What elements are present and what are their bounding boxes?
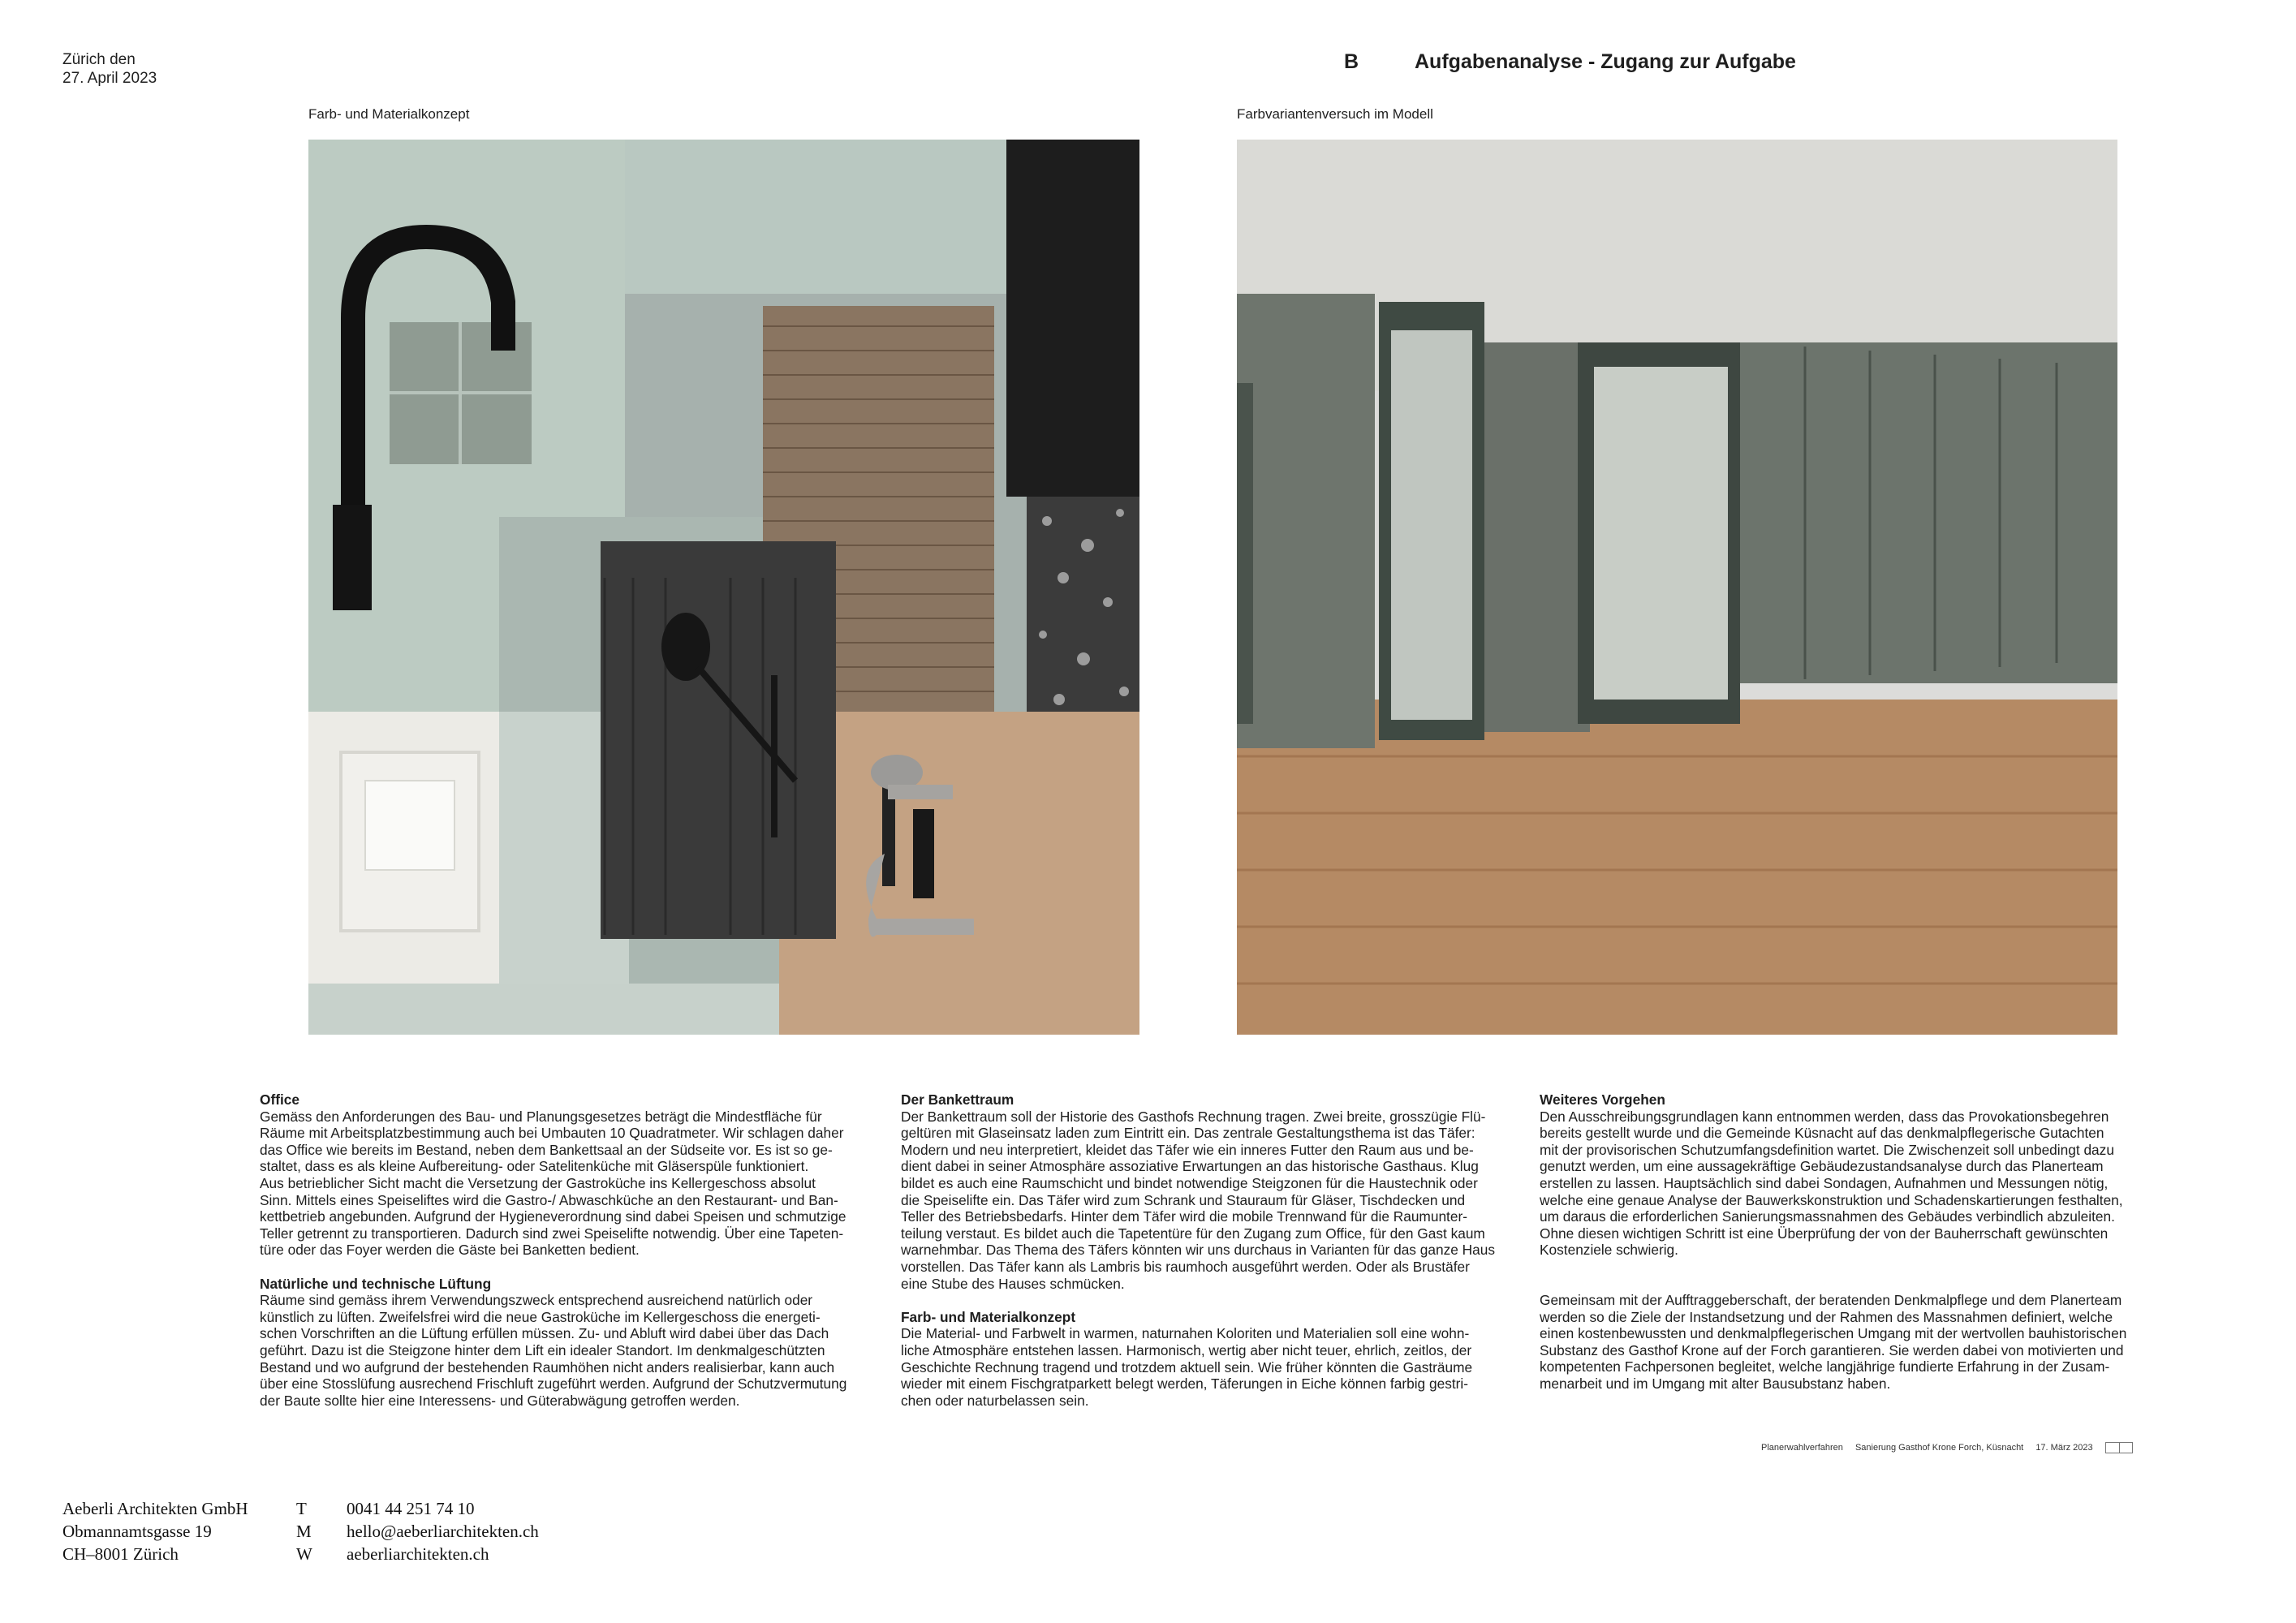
page-marker-icon [2105,1442,2133,1453]
vorgehen-heading: Weiteres Vorgehen [1540,1091,1665,1108]
text-line: Gemeinsam mit der Aufftraggeberschaft, der beratenden Denkmalpflege und dem Planerteam [1540,1291,2122,1308]
city-address: CH–8001 Zürich [62,1544,179,1564]
text-column-bankett [901,1091,1538,1409]
text-column-office [260,1091,897,1409]
date-value: 27. April 2023 [62,70,157,87]
document-footer-line [1761,1442,2143,1453]
text-line: um daraus die erforderlichen Sanierungsmassnahmen des Gebäudes verbindlich abzuleiten. [1540,1208,2115,1225]
text-line: werden so die Ziele der Instandsetzung und der Rahmen des Massnahmen definiert, welche [1540,1308,2113,1325]
date-place: Zürich den [62,51,136,68]
text-line: Modern und neu interpretiert, kleidet das Täfer wie ein inneres Futter den Raum aus und be- [901,1141,1474,1158]
text-line: kettbetrieb angebunden. Aufgrund der Hygieneverordnung sind dabei Speisen und schmutzige [260,1208,846,1225]
text-line: genutzt werden, um eine aussagekräftige Gebäudezustandsanalyse durch das Planerteam [1540,1158,2104,1175]
text-line: mit der provisorischen Schutzumfangsdefinition wartet. Die Zwischenzeit soll unbedingt dazu [1540,1141,2114,1158]
text-line: Den Ausschreibungsgrundlagen kann entnommen werden, dass das Provokationsbegehren [1540,1108,2109,1125]
text-line: vorstellen. Das Täfer kann als Lambris bis raumhoch ausgeführt werden. Oder als Brustäfer [901,1258,1470,1275]
email-link[interactable]: hello@aeberliarchitekten.ch [347,1522,539,1541]
text-line: schen Vorschriften an die Lüftung erfüllen müssen. Zu- und Abluft wird dabei über das Dach [260,1325,829,1342]
text-line: geführt. Dazu ist die Steigzone hinter dem Lift ein idealer Standort. Im denkmalgeschützten [260,1341,825,1358]
text-line: welche eine genaue Analyse der Bauwerkskonstruktion und Schadenskartierungen festhalten, [1540,1191,2123,1208]
text-line: bildet es auch eine Raumschicht und bindet notwendige Steigzonen für die Haustechnik oder [901,1174,1478,1191]
text-column-vorgehen [1540,1091,2177,1393]
text-line: Sinn. Mittels eines Speiseliftes wird die Gastro-/ Abwaschküche an den Restaurant- und Ban- [260,1191,838,1208]
text-line: Die Material- und Farbwelt in warmen, naturnahen Koloriten und Materialien soll eine wohn- [901,1325,1470,1342]
text-line: dient dabei in seiner Atmosphäre assoziative Erwartungen an das historische Gasthaus. Klug [901,1158,1479,1175]
phone-number[interactable]: 0041 44 251 74 10 [347,1499,475,1518]
text-line: erstellen zu lassen. Hauptsächlich sind dabei Sondagen, Aufnahmen und Messungen nötig, [1540,1174,2109,1191]
material-moodboard-image [308,140,1139,1035]
text-line: staltet, dass es als kleine Aufbereitung- oder Satelitenküche mit Gläserspüle funktioniert. [260,1158,809,1175]
company-address [62,1497,539,1565]
text-line: wieder mit einem Fischgratparkett belegt werden, Täferungen in Eiche können farbig gestri- [901,1375,1468,1393]
text-line: türe oder das Foyer werden die Gäste bei Banketten bedient. [260,1242,640,1259]
text-line: künstlich zu lüften. Zweifelsfrei wird die neue Gastroküche im Kellergeschoss die energeti- [260,1308,821,1325]
text-line: chen oder naturbelassen sein. [901,1392,1089,1409]
text-line: Der Bankettraum soll der Historie des Gasthofs Rechnung tragen. Zwei breite, grosszügie Flü- [901,1108,1486,1125]
text-line: Räume sind gemäss ihrem Verwendungszweck entsprechend ausreichend natürlich oder [260,1292,813,1309]
office-heading: Office [260,1091,299,1108]
letter-date [62,50,157,88]
footer-procedure: Planerwahlverfahren [1761,1442,1843,1453]
website-link[interactable]: aeberliarchitekten.ch [347,1544,489,1564]
text-line: über eine Stosslüfung ausrechend Frischluft zugeführt werden. Aufgrund der Schutzvermutung [260,1375,847,1393]
mail-label: M [296,1522,312,1541]
section-letter: B [1344,50,1359,73]
right-image-caption: Farbvariantenversuch im Modell [1237,106,1433,122]
model-photo-image [1237,140,2117,1035]
left-image-caption: Farb- und Materialkonzept [308,106,470,122]
text-line: die Speiselifte ein. Das Täfer wird zum Schrank und Stauraum für Gläser, Tischdecken und [901,1191,1466,1208]
text-line: Räume mit Arbeitsplatzbestimmung auch bei Umbauten 10 Quadratmeter. Wir schlagen daher [260,1125,844,1142]
text-line: Aus betrieblicher Sicht macht die Versetzung der Gastroküche ins Kellergeschoss absolut [260,1174,816,1191]
bankett-heading: Der Bankettraum [901,1091,1014,1108]
text-line: bereits gestellt wurde und die Gemeinde Küsnacht auf das denkmalpflegerische Gutachten [1540,1125,2104,1142]
section-title: Aufgabenanalyse - Zugang zur Aufgabe [1415,50,1796,73]
text-line: liche Atmosphäre entstehen lassen. Harmonisch, wertig aber nicht teuer, ehrlich, zeitlos, der [901,1341,1472,1358]
text-line: Bestand und wo aufgrund der bestehenden Raumhöhen nicht anders realisierbar, kann auch [260,1358,835,1375]
text-line: Ohne diesen wichtigen Schritt ist eine Überprüfung der von der Bauherrschaft gewünschten [1540,1225,2109,1242]
text-line: Kostenziele schwierig. [1540,1242,1678,1259]
ventilation-heading: Natürliche und technische Lüftung [260,1275,492,1292]
text-line: einen kostenbewussten und denkmalpflegerischen Umgang mit der wertvollen bauhistorischen [1540,1325,2127,1342]
material-heading: Farb- und Materialkonzept [901,1308,1076,1325]
text-line: Teller des Betriebsbedarfs. Hinter dem Täfer wird die mobile Trennwand für die Raumunter- [901,1208,1467,1225]
text-line: Teller getrennt zu transportieren. Dadurch sind zwei Speiselifte notwendig. Über eine Tapeten- [260,1225,844,1242]
text-line: Geschichte Rechnung tragend und trotzdem aktuell sein. Wie früher könnten die Gasträume [901,1358,1473,1375]
footer-date: 17. März 2023 [2035,1442,2093,1453]
text-line: Gemäss den Anforderungen des Bau- und Planungsgesetzes beträgt die Mindestfläche für [260,1108,822,1125]
text-line: warnehmbar. Das Thema des Täfers könnten wir uns durchaus in Varianten für das ganze Haus [901,1242,1495,1259]
phone-label: T [296,1499,307,1518]
text-line: kompetenten Fachpersonen begleitet, welche langjährige fundierte Erfahrung in der Zusam- [1540,1358,2110,1375]
text-line: menarbeit und im Umgang mit alter Bausubstanz haben. [1540,1375,1891,1392]
footer-project: Sanierung Gasthof Krone Forch, Küsnacht [1854,1442,2024,1453]
text-line: eine Stube des Hauses schmücken. [901,1275,1125,1292]
text-line: Substanz des Gasthof Krone auf der Forch garantieren. Sie werden dabei von motivierten und [1540,1341,2124,1358]
street-address: Obmannamtsgasse 19 [62,1522,212,1541]
text-line: teilung verstaut. Es bildet auch die Tapetentüre für den Zugang zum Office, für den Gast kaum [901,1225,1485,1242]
text-line: geltüren mit Glaseinsatz laden zum Eintritt ein. Das zentrale Gestaltungsthema ist das Täfer: [901,1125,1475,1142]
company-name: Aeberli Architekten GmbH [62,1499,248,1518]
text-line: der Baute sollte hier eine Interessens- und Güterabwägung getroffen werden. [260,1392,740,1409]
text-line: das Office wie bereits im Bestand, neben dem Bankettsaal an der Südseite vor. Es ist so ge- [260,1141,833,1158]
web-label: W [296,1544,312,1564]
